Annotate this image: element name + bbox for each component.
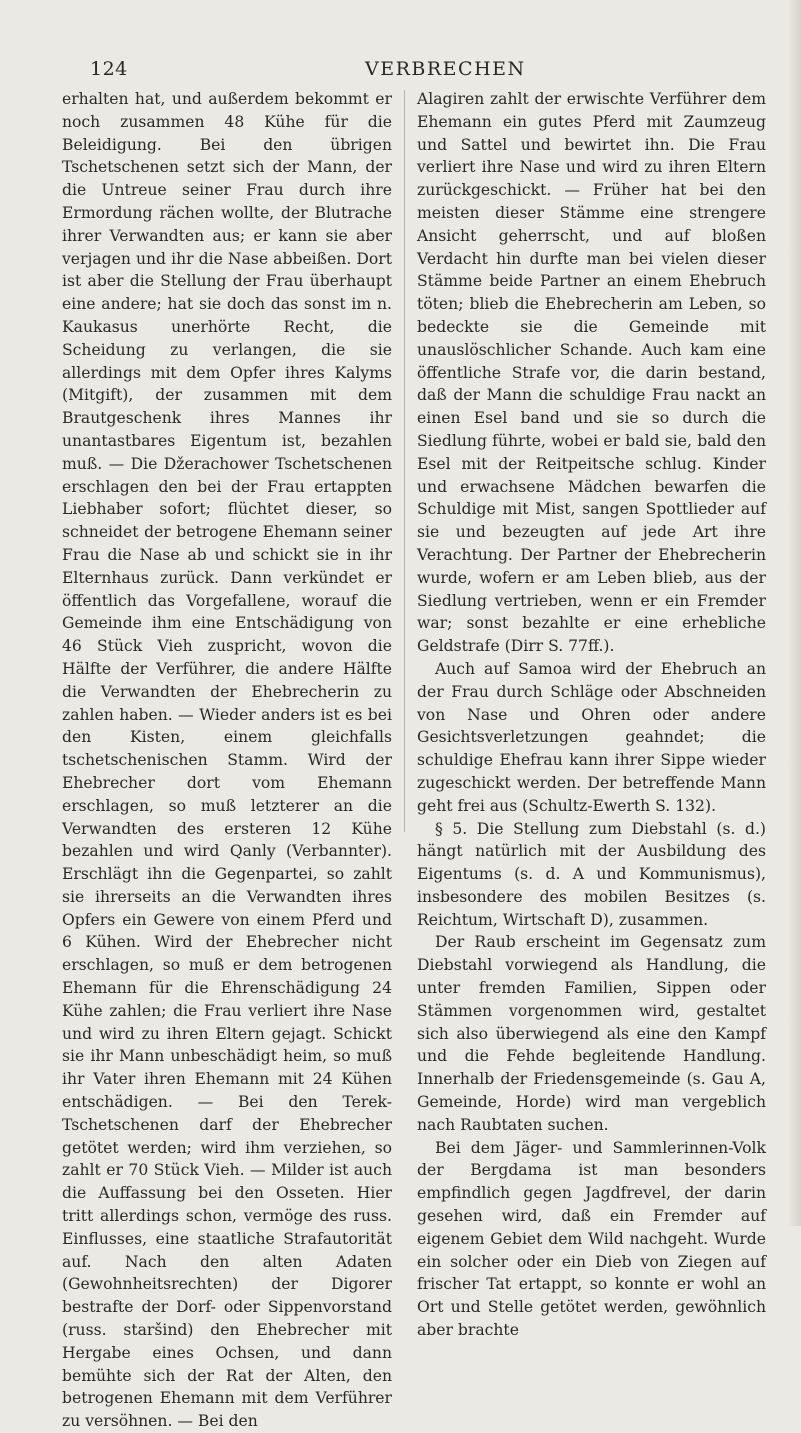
left-column <box>62 88 392 1433</box>
right-paragraph-2: Auch auf Samoa wird der Ehebruch an der Frau durch Schläge oder Abschneiden von Nase und Ohren oder andere Gesichtsverletzungen geahndet; die schuldige Ehefrau kann ihrer Sippe wieder zugeschickt werden. Der betreffende Mann geht frei aus (Schultz-Ewerth S. 132). <box>417 659 766 815</box>
page-edge-shadow <box>787 0 801 1226</box>
left-paragraph-1: erhalten hat, und außerdem bekommt er noch zusammen 48 Kühe für die Beleidigung. Bei den übrigen Tschetschenen setzt sich der Mann, der die Untreue seiner Frau durch ihre Ermordung rächen wollte, der Blutrache ihrer Verwandten aus; er kann sie aber verjagen und ihr die Nase abbeißen. Dort ist aber die Stellung der Frau überhaupt eine andere; hat sie doch das sonst im n. Kaukasus unerhörte Recht, die Scheidung zu verlangen, die sie allerdings mit dem Opfer ihres Kalyms (Mitgift), der zusammen mit dem Brautgeschenk ihres Mannes ihr unantastbares Eigentum ist, bezahlen muß. — Die Džerachower Tschetschenen erschlagen den bei der Frau ertappten Liebhaber sofort; flüchtet dieser, so schneidet der betrogene Ehemann seiner Frau die Nase ab und schickt sie in ihr Elternhaus zurück. Dann verkündet er öffentlich das Vorgefallene, worauf die Gemeinde ihm eine Entschädigung von 46 Stück Vieh zuspricht, wovon die Hälfte der Verführer, die andere Hälfte die Verwandten der Ehebrecherin zu zahlen haben. — Wieder anders ist es bei den Kisten, einem gleichfalls tschetschenischen Stamm. Wird der Ehebrecher dort vom Ehemann erschlagen, so muß letzterer an die Verwandten des ersteren 12 Kühe bezahlen und wird Qanly (Verbannter). Erschlägt ihn die Gegenpartei, so zahlt sie ihrerseits an die Verwandten ihres Opfers ein Gewere von einem Pferd und 6 Kühen. Wird der Ehebrecher nicht erschlagen, so muß er dem betrogenen Ehemann für die Ehrenschädigung 24 Kühe zahlen; die Frau verliert ihre Nase und wird zu ihren Eltern gejagt. Schickt sie ihr Mann unbeschädigt heim, so muß ihr Vater ihren Ehemann mit 24 Kühen entschädigen. — Bei den Terek-Tschetschenen darf der Ehebrecher getötet werden; wird ihm verziehen, so zahlt er 70 Stück Vieh. — Milder ist auch die Auffassung bei den Osseten. Hier tritt allerdings schon, vermöge des russ. Einflusses, eine staatliche Strafautorität auf. Nach den alten Adaten (Gewohnheitsrechten) der Digorer bestrafte der Dorf- oder Sippenvorstand (russ. staršind) den Ehebrecher mit Hergabe eines Ochsen, und dann bemühte sich der Rat der Alten, den betrogenen Ehemann mit dem Verführer zu versöhnen. — Bei den <box>62 90 392 1431</box>
page-header <box>90 58 750 88</box>
right-paragraph-1: Alagiren zahlt der erwischte Verführer dem Ehemann ein gutes Pferd mit Zaumzeug und Sattel und bewirtet ihn. Die Frau verliert ihre Nase und wird zu ihren Eltern zurückgeschickt. — Früher hat bei den meisten dieser Stämme eine strengere Ansicht geherrscht, und auf bloßen Verdacht hin durfte man bei vielen dieser Stämme beide Partner an einem Ehebruch töten; blieb die Ehebrecherin am Leben, so bedeckte sie die Gemeinde mit unauslöschlicher Schande. Auch kam eine öffentliche Strafe vor, die darin bestand, daß der Mann die schuldige Frau nackt an einen Esel band und sie so durch die Siedlung führte, wobei er bald sie, bald den Esel mit der Reitpeitsche schlug. Kinder und erwachsene Mädchen bewarfen die Schuldige mit Mist, sangen Spottlieder auf sie und bezeugten auf jede Art ihre Verachtung. Der Partner der Ehebrecherin wurde, wofern er am Leben blieb, aus der Siedlung vertrieben, wenn er ein Fremder war; sonst bezahlte er eine erhebliche Geldstrafe (Dirr S. 77ff.). <box>417 90 766 656</box>
running-title: VERBRECHEN <box>365 58 526 80</box>
right-paragraph-4: Der Raub erscheint im Gegensatz zum Diebstahl vorwiegend als Handlung, die unter fremden Familien, Sippen oder Stämmen vorgenommen wird, gestaltet sich also überwiegend als eine den Kampf und die Fehde begleitende Handlung. Innerhalb der Friedensgemeinde (s. Gau A, Gemeinde, Horde) wird man vergeblich nach Raubtaten suchen. <box>417 933 766 1134</box>
right-paragraph-3: § 5. Die Stellung zum Diebstahl (s. d.) hängt natürlich mit der Ausbildung des Eigentums (s. d. A und Kommunismus), insbesondere des mobilen Besitzes (s. Reichtum, Wirtschaft D), zusammen. <box>417 819 766 929</box>
right-paragraph-5: Bei dem Jäger- und Sammlerinnen-Volk der Bergdama ist man besonders empfindlich gegen Jagdfrevel, der darin gesehen wird, daß ein Fremder auf eigenem Gebiet dem Wild nachgeht. Wurde ein solcher oder ein Dieb von Ziegen auf frischer Tat ertappt, so konnte er wohl an Ort und Stelle getötet werden, gewöhnlich aber brachte <box>417 1138 766 1340</box>
right-column <box>417 88 766 1342</box>
page-number: 124 <box>90 58 128 80</box>
column-divider <box>404 90 405 832</box>
